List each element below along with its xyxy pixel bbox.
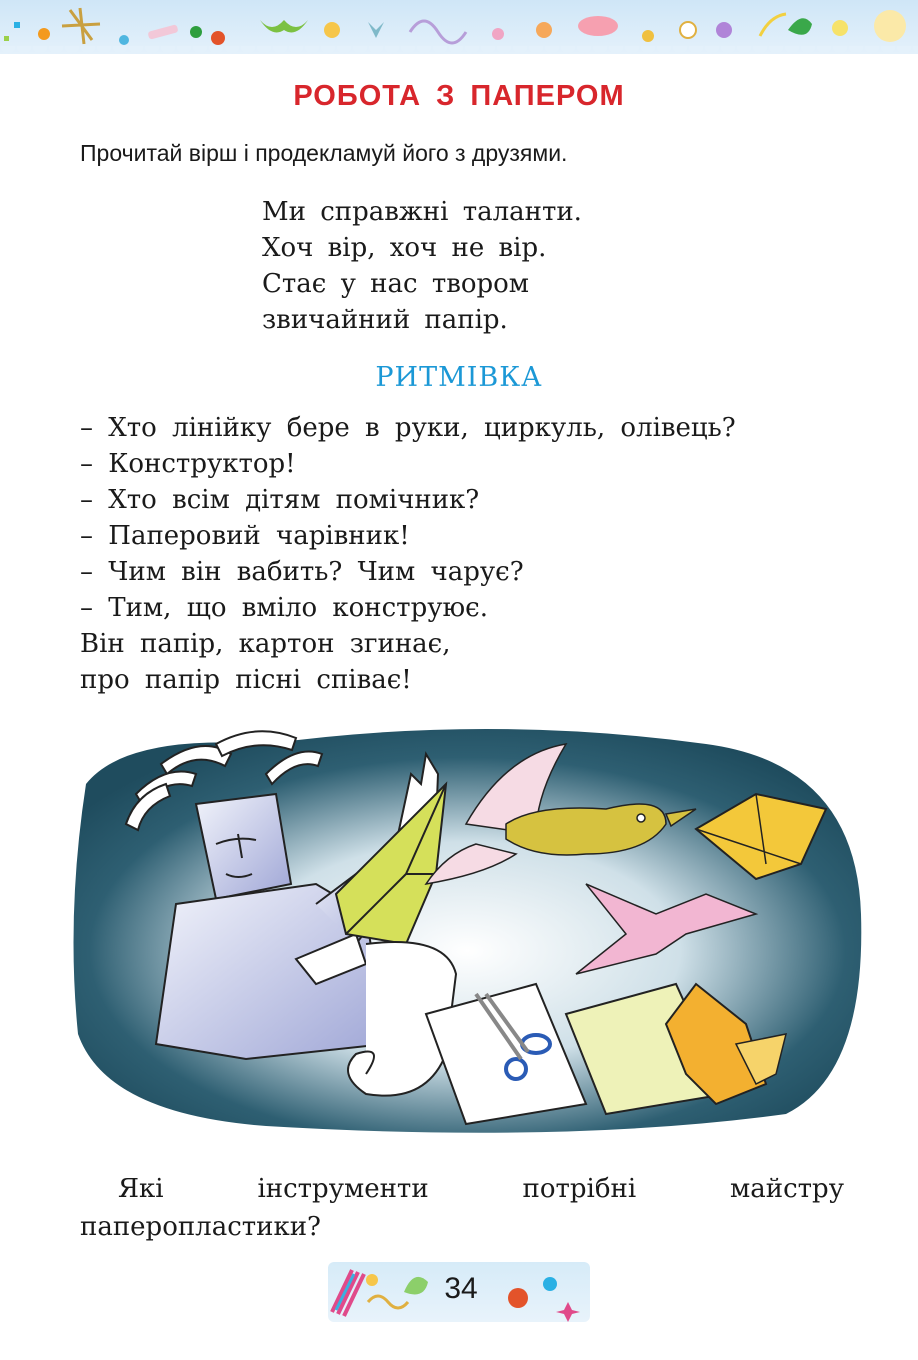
paper-robot-origami-illustration — [66, 714, 866, 1134]
rhythm-line: – Паперовий чарівник! — [80, 521, 410, 551]
verse-block — [262, 194, 582, 338]
rhythm-line: Він папір, картон згинає, — [80, 629, 451, 659]
rhythm-line: – Хто всім дітям помічник? — [80, 485, 480, 515]
page-title: РОБОТА З ПАПЕРОМ — [293, 80, 625, 112]
rhythm-line: – Конструктор! — [80, 449, 296, 479]
top-band-scalloped-edge — [0, 46, 918, 58]
verse-line: Стає у нас твором — [262, 269, 530, 299]
rhythm-line: – Хто лінійку бере в руки, циркуль, олівець? — [80, 413, 736, 443]
verse-line: Хоч вір, хоч не вір. — [262, 233, 547, 263]
rhythm-line: – Чим він вабить? Чим чарує? — [80, 557, 524, 587]
rhythm-block — [80, 410, 736, 698]
verse-line: Ми справжні таланти. — [262, 197, 582, 227]
instruction-text: Прочитай вірш і продекламуй його з друзями. — [80, 140, 568, 166]
rhythm-line: – Тим, що вміло конструює. — [80, 593, 488, 623]
section-subtitle: РИТМІВКА — [375, 362, 543, 393]
page-number: 34 — [444, 1272, 478, 1305]
verse-line: звичайний папір. — [262, 305, 508, 335]
rhythm-line: про папір пісні співає! — [80, 665, 412, 695]
question-text: Які інструменти потрібні майстру паперопластики? — [80, 1174, 844, 1242]
